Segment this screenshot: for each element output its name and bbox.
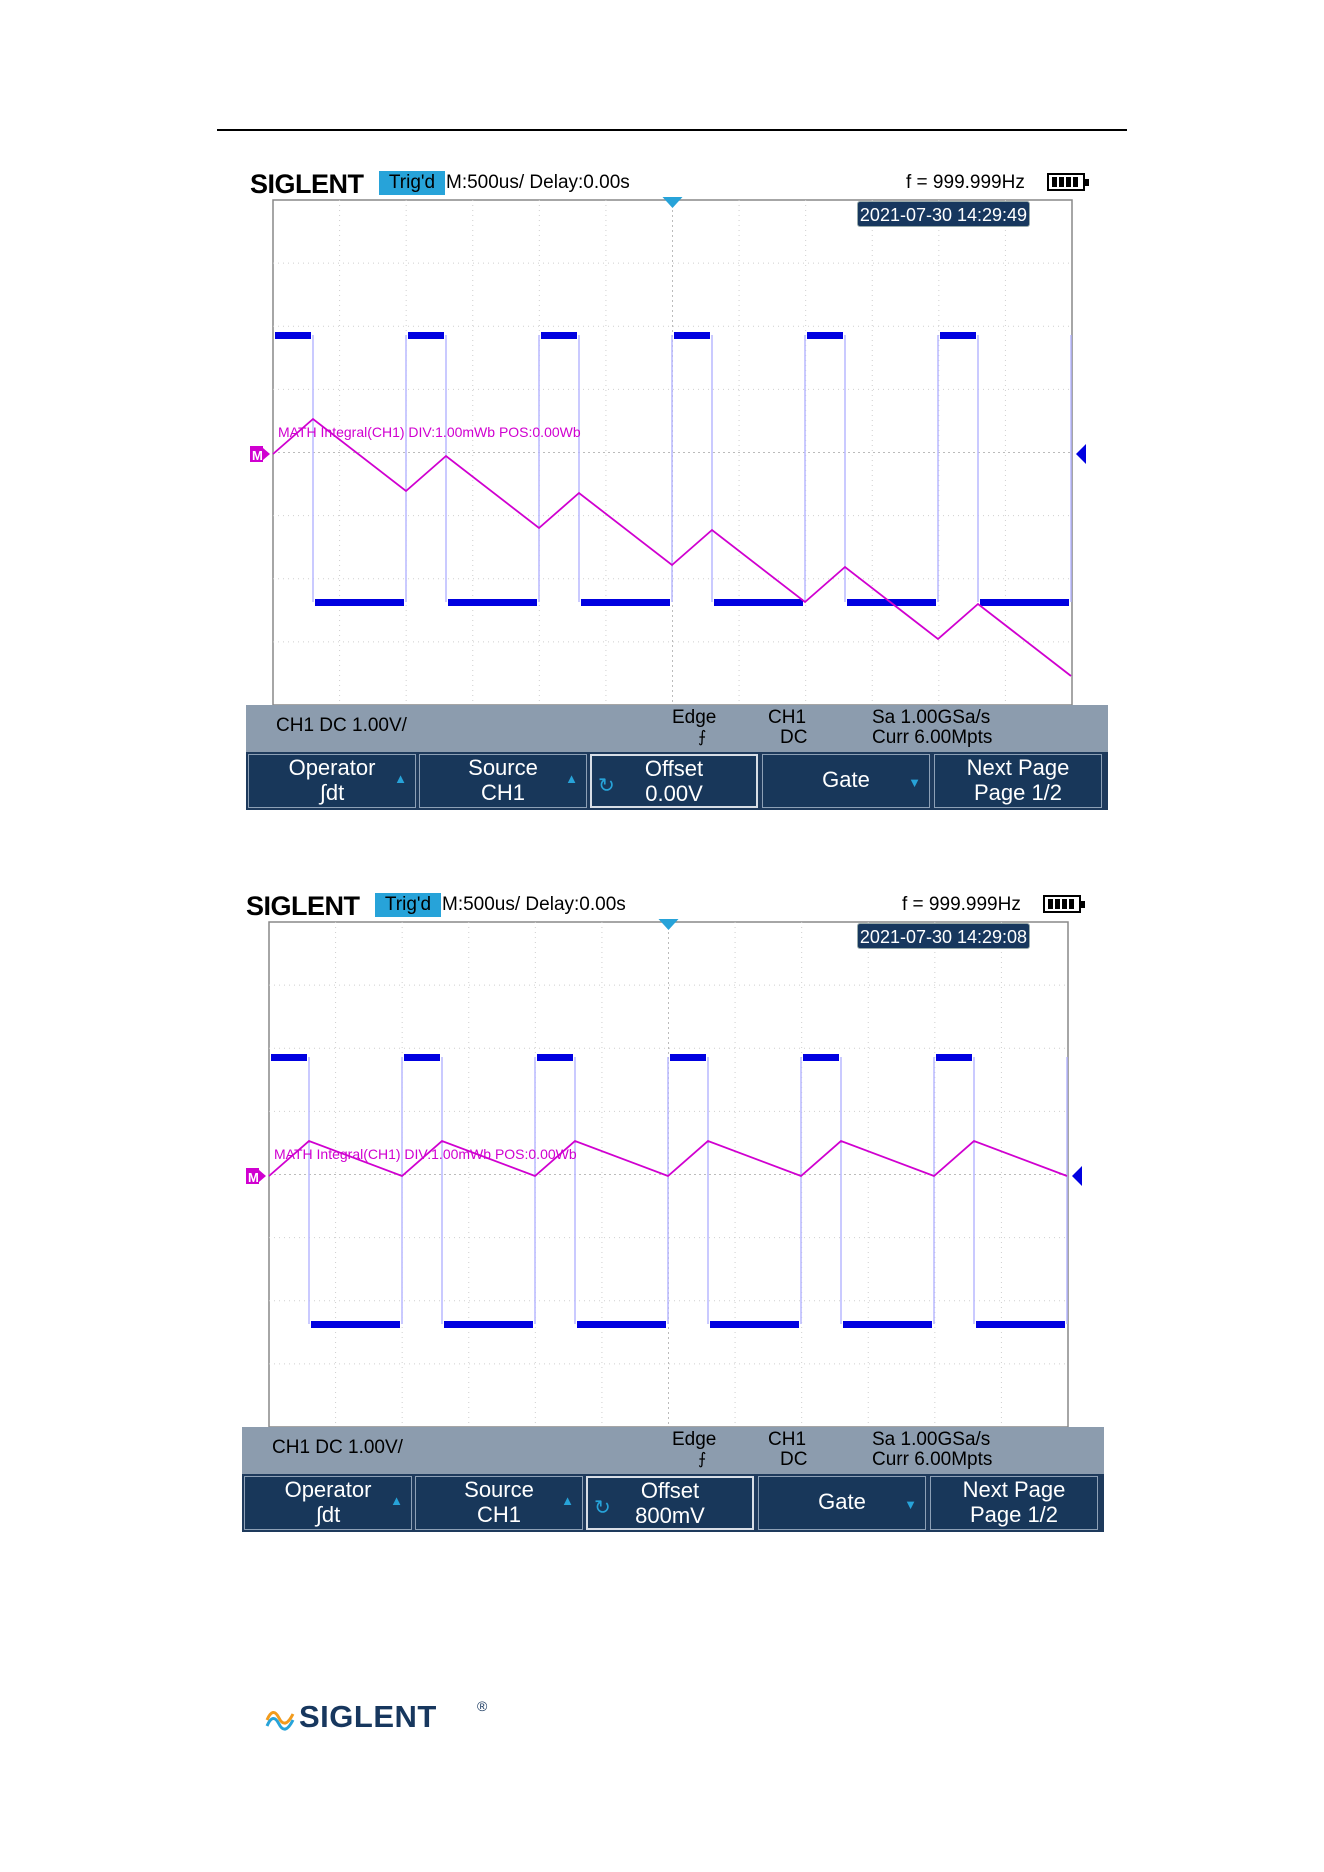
- ch1-low-segment: [448, 599, 537, 606]
- math-channel-marker-arrow: [263, 448, 270, 460]
- ch1-high-segment: [670, 1054, 706, 1061]
- source-button[interactable]: Source CH1 ▲: [415, 1476, 583, 1530]
- footer-logo-text: SIGLENT: [299, 1699, 437, 1734]
- arrow-down-icon: ▼: [908, 775, 921, 790]
- ch1-high-segment: [807, 332, 843, 339]
- channel-setting[interactable]: CH1 DC 1.00V/: [276, 715, 407, 736]
- channel-status-bar: [246, 705, 1108, 752]
- sample-rate: Sa 1.00GSa/s: [872, 1429, 991, 1450]
- ch1-high-segment: [271, 1054, 307, 1061]
- siglent-wave-icon: [263, 1700, 297, 1734]
- ch1-low-segment: [581, 599, 670, 606]
- frequency-readout: f = 999.999Hz: [902, 894, 1021, 915]
- top-status-bar: [242, 890, 1104, 921]
- offset-button[interactable]: ↻ Offset 800mV: [586, 1476, 754, 1530]
- channel-setting[interactable]: CH1 DC 1.00V/: [272, 1437, 403, 1458]
- trigger-source: CH1: [768, 707, 807, 728]
- memory-depth: Curr 6.00Mpts: [872, 1449, 993, 1470]
- waveform-display[interactable]: [242, 918, 1104, 1428]
- sample-rate: Sa 1.00GSa/s: [872, 707, 991, 728]
- timebase-readout[interactable]: M:500us/ Delay:0.00s: [446, 172, 630, 193]
- trigger-coupling: DC: [780, 727, 808, 748]
- ch1-low-segment: [843, 1321, 932, 1328]
- timestamp-display: 2021-07-30 14:29:08: [857, 923, 1030, 949]
- battery-icon: [1047, 173, 1085, 191]
- softkey-menu: [246, 752, 1108, 810]
- arrow-up-icon: ▲: [565, 771, 578, 786]
- ch1-low-segment: [714, 599, 803, 606]
- ch1-low-segment: [444, 1321, 533, 1328]
- math-channel-marker-arrow: [259, 1170, 266, 1182]
- arrow-up-icon: ▲: [394, 771, 407, 786]
- ch1-high-segment: [275, 332, 311, 339]
- ch1-high-segment: [940, 332, 976, 339]
- trigger-status-badge[interactable]: Trig'd: [375, 893, 441, 917]
- gate-button[interactable]: Gate ▼: [758, 1476, 926, 1530]
- ch1-low-segment: [315, 599, 404, 606]
- brand-logo: SIGLENT: [246, 891, 360, 921]
- operator-button[interactable]: Operator ∫dt ▲: [244, 1476, 412, 1530]
- ch1-low-segment: [976, 1321, 1065, 1328]
- ch1-low-segment: [710, 1321, 799, 1328]
- brand-logo: SIGLENT: [250, 169, 364, 199]
- oscilloscope-screen-2: [242, 890, 1104, 1540]
- rotate-knob-icon: ↻: [598, 775, 615, 797]
- oscilloscope-screen-1: [246, 168, 1108, 818]
- trigger-level-marker: [1076, 444, 1086, 464]
- math-channel-label: MATH Integral(CH1) DIV:1.00mWb POS:0.00Wb: [274, 1146, 577, 1162]
- source-button[interactable]: Source CH1 ▲: [419, 754, 587, 808]
- ch1-high-segment: [408, 332, 444, 339]
- offset-button[interactable]: ↻ Offset 0.00V: [590, 754, 758, 808]
- trigger-slope-icon: ⨍: [698, 1451, 707, 1468]
- timebase-readout[interactable]: M:500us/ Delay:0.00s: [442, 894, 626, 915]
- next-page-button[interactable]: Next Page Page 1/2: [934, 754, 1102, 808]
- ch1-low-segment: [577, 1321, 666, 1328]
- rotate-knob-icon: ↻: [594, 1497, 611, 1519]
- trigger-status-badge[interactable]: Trig'd: [379, 171, 445, 195]
- trigger-type[interactable]: Edge: [672, 1429, 717, 1450]
- frequency-readout: f = 999.999Hz: [906, 172, 1025, 193]
- arrow-down-icon: ▼: [904, 1497, 917, 1512]
- arrow-up-icon: ▲: [390, 1493, 403, 1508]
- trigger-coupling: DC: [780, 1449, 808, 1470]
- registered-mark: ®: [477, 1698, 488, 1714]
- ch1-high-segment: [674, 332, 710, 339]
- math-channel-label: MATH Integral(CH1) DIV:1.00mWb POS:0.00Wb: [278, 424, 581, 440]
- trigger-source: CH1: [768, 1429, 807, 1450]
- page-header-rule: [217, 129, 1127, 131]
- gate-button[interactable]: Gate ▼: [762, 754, 930, 808]
- ch1-high-segment: [803, 1054, 839, 1061]
- memory-depth: Curr 6.00Mpts: [872, 727, 993, 748]
- trigger-type[interactable]: Edge: [672, 707, 717, 728]
- top-status-bar: [246, 168, 1108, 199]
- ch1-high-segment: [541, 332, 577, 339]
- timestamp-display: 2021-07-30 14:29:49: [857, 201, 1030, 227]
- arrow-up-icon: ▲: [561, 1493, 574, 1508]
- next-page-button[interactable]: Next Page Page 1/2: [930, 1476, 1098, 1530]
- softkey-menu: [242, 1474, 1104, 1532]
- channel-status-bar: [242, 1427, 1104, 1474]
- ch1-high-segment: [537, 1054, 573, 1061]
- trigger-level-marker: [1072, 1166, 1082, 1186]
- ch1-low-segment: [980, 599, 1069, 606]
- ch1-high-segment: [404, 1054, 440, 1061]
- ch1-low-segment: [311, 1321, 400, 1328]
- battery-icon: [1043, 895, 1081, 913]
- trigger-slope-icon: ⨍: [698, 729, 707, 746]
- math-channel-marker-label: M: [252, 448, 263, 463]
- math-channel-marker-label: M: [248, 1170, 259, 1185]
- waveform-display[interactable]: [246, 196, 1108, 706]
- ch1-high-segment: [936, 1054, 972, 1061]
- operator-button[interactable]: Operator ∫dt ▲: [248, 754, 416, 808]
